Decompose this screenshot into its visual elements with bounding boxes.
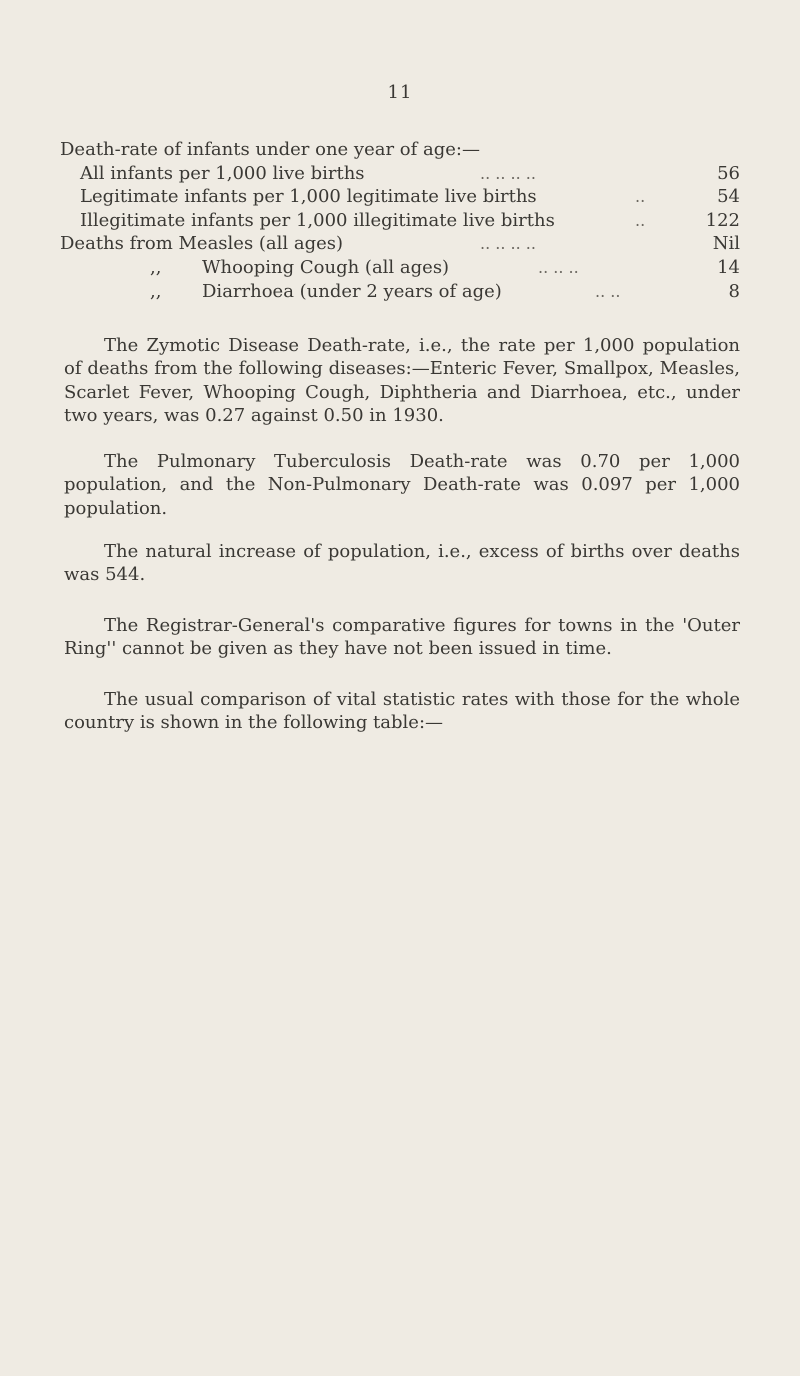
- table-row: [60, 256, 740, 280]
- table-row: [60, 162, 740, 186]
- row-value: 14: [717, 256, 740, 278]
- dot-leader: ..: [635, 187, 646, 207]
- table-row: [60, 209, 740, 233]
- row-value: Nil: [712, 233, 740, 255]
- row-value: 56: [717, 162, 740, 184]
- dot-leader: .. .. ..: [538, 257, 579, 277]
- ditto-mark: ,,: [150, 256, 162, 278]
- table-row: [60, 185, 740, 209]
- row-label: Legitimate infants per 1,000 legitimate live births: [80, 186, 537, 208]
- paragraph-tuberculosis-rate: The Pulmonary Tuberculosis Death-rate was 0.70 per 1,000 population, and the Non-Pulmonary Death-rate was 0.097 per 1,000 population.: [64, 451, 740, 519]
- row-label: All infants per 1,000 live births: [80, 162, 365, 184]
- paragraph-registrar-general: The Registrar-General's comparative figures for towns in the 'Outer Ring'' cannot be given as they have not been issued in time.: [64, 615, 740, 660]
- dot-leader: .. ..: [595, 281, 621, 301]
- row-label: Whooping Cough (all ages): [202, 256, 450, 278]
- dot-leader: .. .. .. ..: [480, 234, 536, 254]
- row-label: Deaths from Measles (all ages): [60, 233, 344, 255]
- ditto-mark: ,,: [150, 280, 162, 302]
- paragraph-natural-increase: The natural increase of population, i.e., excess of births over deaths was 544.: [64, 541, 740, 586]
- row-label: Illegitimate infants per 1,000 illegitimate live births: [80, 209, 555, 231]
- table-row: [60, 280, 740, 304]
- row-value: 8: [728, 280, 740, 302]
- row-value: 122: [705, 209, 740, 231]
- table-heading: Death-rate of infants under one year of age:—: [60, 139, 480, 160]
- row-value: 54: [717, 186, 740, 208]
- paragraph-comparison-intro: The usual comparison of vital statistic rates with those for the whole country is shown in the following table:—: [64, 689, 740, 734]
- table-row: [60, 232, 740, 256]
- dot-leader: ..: [635, 210, 646, 230]
- row-label: Diarrhoea (under 2 years of age): [202, 280, 502, 302]
- page-number: 11: [387, 82, 413, 103]
- dot-leader: .. .. .. ..: [480, 163, 536, 183]
- infant-death-rate-table: [60, 138, 740, 303]
- table-heading-row: [60, 138, 740, 162]
- paragraph-zymotic-rate: The Zymotic Disease Death-rate, i.e., the rate per 1,000 population of deaths from the following diseases:—Enteric Fever, Smallpox, Measles, Scarlet Fever, Whooping Cough, Diphtheria and Diarrhoea, etc., under two years, was 0.27 against 0.50 in 1930.: [64, 335, 740, 426]
